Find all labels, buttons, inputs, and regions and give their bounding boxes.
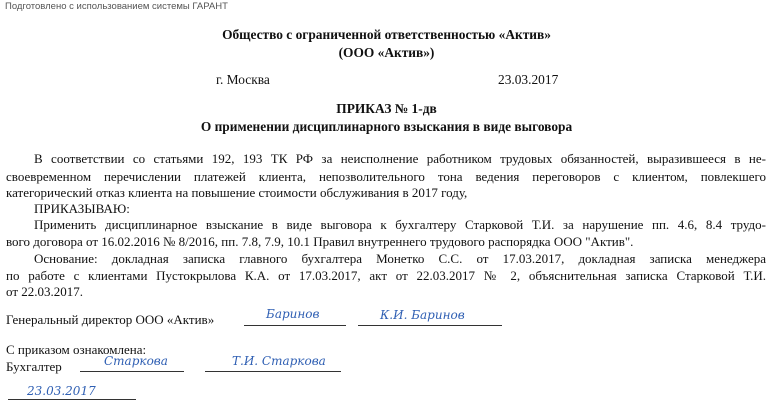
accountant-label: Бухгалтер [6, 359, 62, 374]
body-line: В соответствии со статьями 192, 193 ТК РФ за неисполнение работником трудовых обязанностей, выразившееся в не- [34, 151, 766, 166]
order-word: ПРИКАЗЫВАЮ: [34, 201, 130, 216]
order-subject: О применении дисциплинарного взыскания в виде выговора [200, 119, 573, 134]
order-number: ПРИКАЗ № 1-дв [336, 101, 437, 116]
body-line: Основание: докладная записка главного бухгалтера Монетко С.С. от 17.03.2017, докладная записка менеджера [34, 251, 766, 266]
acquainted-date-line [8, 399, 136, 400]
acquainted-date-handwritten: 23.03.2017 [27, 384, 96, 398]
director-name-line [358, 325, 502, 326]
body-line: своевременном перечислении платежей клиента, непозволительного тона ведения переговоров с клиентом, повлекшего [6, 169, 766, 184]
director-signature: Баринов [266, 307, 320, 321]
city: г. Москва [216, 72, 270, 87]
body-line: вого договора от 16.02.2016 № 8/2016, пп. 7.8, 7.9, 10.1 Правил внутреннего трудового распорядка ООО "Актив". [6, 234, 634, 249]
accountant-signature: Старкова [104, 354, 168, 368]
body-line: от 22.03.2017. [6, 284, 84, 299]
acquainted-label: С приказом ознакомлена: [6, 342, 147, 357]
director-name-handwritten: К.И. Баринов [380, 308, 465, 322]
accountant-name-handwritten: Т.И. Старкова [232, 354, 326, 368]
garant-note: Подготовлено с использованием системы ГАРАНТ [5, 1, 228, 12]
body-line: по работе с клиентами Пустокрылова К.А. от 17.03.2017, акт от 22.03.2017 № 2, объяснительная записка Старковой Т.И. [6, 268, 766, 283]
accountant-name-line [205, 371, 341, 372]
director-label: Генеральный директор ООО «Актив» [6, 312, 215, 327]
director-signature-line [244, 325, 346, 326]
body-line: категорический отказ клиента на повышение стоимости обслуживания в 2017 году, [6, 185, 468, 200]
org-short-name: (ООО «Актив») [338, 45, 435, 60]
accountant-signature-line [80, 371, 184, 372]
order-date: 23.03.2017 [498, 72, 559, 87]
org-full-name: Общество с ограниченной ответственностью «Актив» [222, 27, 551, 42]
body-line: Применить дисциплинарное взыскание в виде выговора к бухгалтеру Старковой Т.И. за нарушение пп. 4.6, 8.4 трудо- [34, 217, 766, 232]
